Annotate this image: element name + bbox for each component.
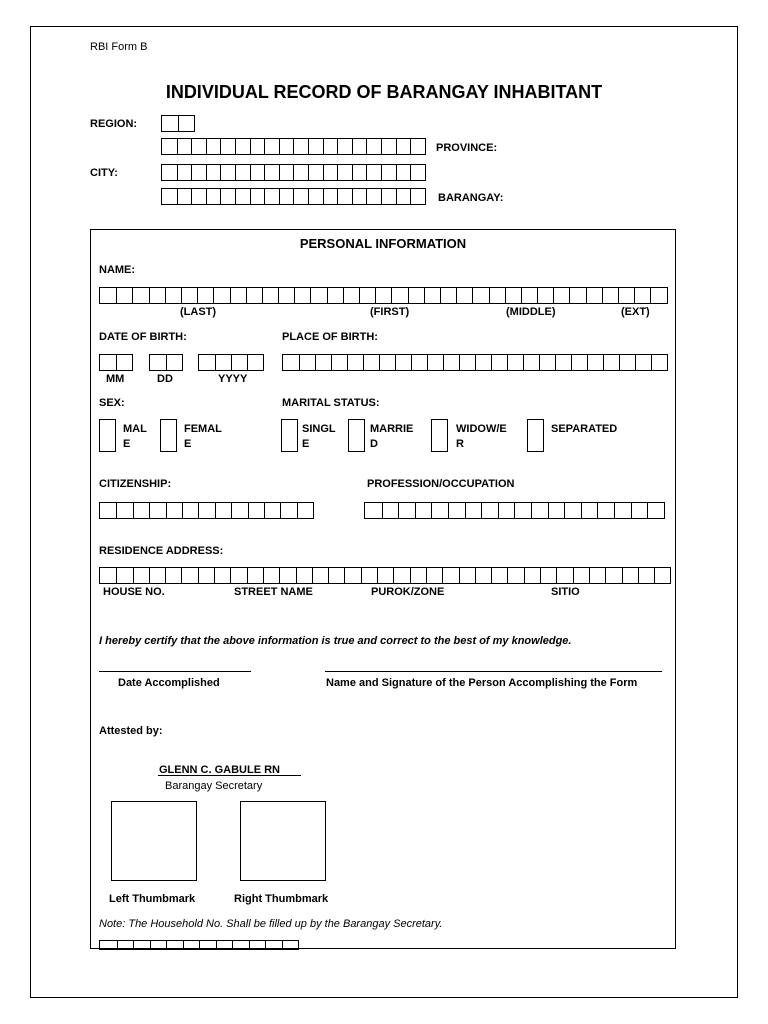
char-box[interactable] (531, 503, 548, 518)
char-box[interactable] (398, 503, 415, 518)
char-box[interactable] (133, 568, 149, 583)
char-box[interactable] (100, 568, 116, 583)
char-box[interactable] (206, 189, 221, 204)
char-box[interactable] (410, 189, 425, 204)
char-box[interactable] (149, 503, 165, 518)
char-box[interactable] (352, 189, 367, 204)
profession-label: PROFESSION/OCCUPATION (367, 478, 515, 490)
char-box[interactable] (199, 355, 215, 370)
char-box[interactable] (162, 189, 177, 204)
char-box[interactable] (475, 568, 491, 583)
char-box[interactable] (220, 165, 235, 180)
char-box[interactable] (507, 355, 523, 370)
char-box[interactable] (232, 941, 249, 949)
marital-widow-label-2: R (456, 438, 464, 450)
char-box[interactable] (116, 288, 132, 303)
char-box[interactable] (231, 355, 247, 370)
char-box[interactable] (569, 288, 585, 303)
char-box[interactable] (308, 139, 323, 154)
char-box[interactable] (282, 941, 299, 949)
char-box[interactable] (279, 568, 295, 583)
marital-separated-checkbox[interactable] (527, 419, 544, 452)
char-box[interactable] (427, 355, 443, 370)
barangay-label: BARANGAY: (438, 192, 504, 204)
char-box[interactable] (443, 355, 459, 370)
char-box[interactable] (411, 355, 427, 370)
char-box[interactable] (150, 941, 167, 949)
sex-female-label-2: E (184, 438, 192, 450)
char-box[interactable] (250, 165, 265, 180)
char-box[interactable] (622, 568, 638, 583)
province-boxes[interactable] (161, 138, 426, 155)
signature-line[interactable] (325, 671, 662, 672)
name-boxes[interactable] (99, 287, 668, 304)
char-box[interactable] (619, 355, 635, 370)
char-box[interactable] (150, 355, 166, 370)
char-box[interactable] (505, 288, 521, 303)
char-box[interactable] (603, 355, 619, 370)
date-accomplished-label: Date Accomplished (118, 677, 220, 689)
char-box[interactable] (235, 139, 250, 154)
char-box[interactable] (361, 568, 377, 583)
left-thumbmark-box (111, 801, 197, 881)
marital-widow-checkbox[interactable] (431, 419, 448, 452)
char-box[interactable] (408, 288, 424, 303)
char-box[interactable] (396, 165, 411, 180)
char-box[interactable] (481, 503, 498, 518)
char-box[interactable] (235, 189, 250, 204)
sex-male-label-1: MAL (123, 423, 147, 435)
char-box[interactable] (448, 503, 465, 518)
char-box[interactable] (548, 503, 565, 518)
marital-label: MARITAL STATUS: (282, 397, 380, 409)
char-box[interactable] (586, 288, 602, 303)
char-box[interactable] (279, 189, 294, 204)
char-box[interactable] (250, 139, 265, 154)
char-box[interactable] (216, 941, 233, 949)
char-box[interactable] (283, 355, 299, 370)
char-box[interactable] (133, 941, 150, 949)
char-box[interactable] (116, 503, 132, 518)
secretary-underline (158, 775, 301, 776)
char-box[interactable] (491, 355, 507, 370)
residence-boxes[interactable] (99, 567, 671, 584)
char-box[interactable] (279, 165, 294, 180)
name-last-label: (LAST) (180, 306, 217, 318)
char-box[interactable] (327, 288, 343, 303)
char-box[interactable] (100, 355, 116, 370)
char-box[interactable] (498, 503, 515, 518)
residence-house-label: HOUSE NO. (103, 586, 165, 598)
char-box[interactable] (191, 139, 206, 154)
char-box[interactable] (215, 503, 231, 518)
char-box[interactable] (381, 139, 396, 154)
dob-dd-label: DD (157, 373, 173, 385)
marital-widow-label-1: WIDOW/E (456, 423, 507, 435)
region-code-boxes[interactable] (161, 115, 195, 132)
char-box[interactable] (315, 355, 331, 370)
char-box[interactable] (391, 288, 407, 303)
char-box[interactable] (618, 288, 634, 303)
char-box[interactable] (365, 503, 382, 518)
char-box[interactable] (564, 503, 581, 518)
char-box[interactable] (523, 355, 539, 370)
char-box[interactable] (323, 165, 338, 180)
char-box[interactable] (521, 288, 537, 303)
sex-label: SEX: (99, 397, 125, 409)
char-box[interactable] (337, 189, 352, 204)
char-box[interactable] (133, 503, 149, 518)
char-box[interactable] (215, 355, 231, 370)
pob-boxes[interactable] (282, 354, 668, 371)
marital-separated-label: SEPARATED (551, 423, 618, 435)
dob-year-boxes[interactable] (198, 354, 264, 371)
char-box[interactable] (250, 189, 265, 204)
secretary-name: GLENN C. GABULE RN (159, 764, 280, 776)
char-box[interactable] (278, 288, 294, 303)
char-box[interactable] (165, 568, 181, 583)
char-box[interactable] (191, 165, 206, 180)
date-accomplished-line[interactable] (99, 671, 251, 672)
char-box[interactable] (539, 355, 555, 370)
char-box[interactable] (524, 568, 540, 583)
char-box[interactable] (177, 189, 192, 204)
char-box[interactable] (293, 189, 308, 204)
char-box[interactable] (556, 568, 572, 583)
char-box[interactable] (581, 503, 598, 518)
sex-female-label-1: FEMAL (184, 423, 222, 435)
form-title: INDIVIDUAL RECORD OF BARANGAY INHABITANT (165, 82, 603, 102)
char-box[interactable] (337, 165, 352, 180)
char-box[interactable] (310, 288, 326, 303)
char-box[interactable] (638, 568, 654, 583)
barangay-boxes[interactable] (161, 188, 426, 205)
sex-male-label-2: E (123, 438, 131, 450)
char-box[interactable] (366, 165, 381, 180)
char-box[interactable] (280, 503, 296, 518)
city-boxes[interactable] (161, 164, 426, 181)
attested-label: Attested by: (99, 725, 163, 737)
char-box[interactable] (396, 139, 411, 154)
dob-mm-label: MM (106, 373, 125, 385)
char-box[interactable] (410, 139, 425, 154)
char-box[interactable] (597, 503, 614, 518)
char-box[interactable] (647, 503, 664, 518)
char-box[interactable] (431, 503, 448, 518)
pob-label: PLACE OF BIRTH: (282, 331, 378, 343)
dob-day-boxes[interactable] (149, 354, 183, 371)
char-box[interactable] (262, 288, 278, 303)
char-box[interactable] (347, 355, 363, 370)
char-box[interactable] (654, 568, 670, 583)
residence-label: RESIDENCE ADDRESS: (99, 545, 224, 557)
char-box[interactable] (294, 288, 310, 303)
char-box[interactable] (475, 355, 491, 370)
char-box[interactable] (456, 288, 472, 303)
char-box[interactable] (162, 165, 177, 180)
sex-male-checkbox[interactable] (99, 419, 116, 452)
char-box[interactable] (100, 503, 116, 518)
marital-married-label-1: MARRIE (370, 423, 414, 435)
char-box[interactable] (149, 568, 165, 583)
char-box[interactable] (116, 568, 132, 583)
char-box[interactable] (296, 568, 312, 583)
char-box[interactable] (352, 165, 367, 180)
dob-month-boxes[interactable] (99, 354, 133, 371)
signature-label: Name and Signature of the Person Accomplishing the Form (326, 677, 638, 689)
char-box[interactable] (177, 165, 192, 180)
char-box[interactable] (344, 568, 360, 583)
char-box[interactable] (337, 139, 352, 154)
char-box[interactable] (366, 139, 381, 154)
certification-statement: I hereby certify that the above information is true and correct to the best of my knowledge. (99, 635, 572, 647)
char-box[interactable] (359, 288, 375, 303)
household-note: Note: The Household No. Shall be filled up by the Barangay Secretary. (99, 918, 443, 930)
char-box[interactable] (426, 568, 442, 583)
char-box[interactable] (328, 568, 344, 583)
char-box[interactable] (650, 288, 666, 303)
char-box[interactable] (264, 139, 279, 154)
char-box[interactable] (459, 355, 475, 370)
char-box[interactable] (537, 288, 553, 303)
citizenship-boxes[interactable] (99, 502, 314, 519)
char-box[interactable] (587, 355, 603, 370)
char-box[interactable] (491, 568, 507, 583)
char-box[interactable] (507, 568, 523, 583)
char-box[interactable] (177, 139, 192, 154)
char-box[interactable] (555, 355, 571, 370)
char-box[interactable] (459, 568, 475, 583)
char-box[interactable] (214, 568, 230, 583)
char-box[interactable] (589, 568, 605, 583)
residence-sitio-label: SITIO (551, 586, 580, 598)
sex-female-checkbox[interactable] (160, 419, 177, 452)
char-box[interactable] (132, 288, 148, 303)
marital-single-label-2: E (302, 438, 310, 450)
province-label: PROVINCE: (436, 142, 498, 154)
char-box[interactable] (379, 355, 395, 370)
char-box[interactable] (393, 568, 409, 583)
char-box[interactable] (199, 941, 216, 949)
form-code: RBI Form B (90, 41, 148, 53)
char-box[interactable] (381, 189, 396, 204)
char-box[interactable] (206, 165, 221, 180)
char-box[interactable] (191, 189, 206, 204)
char-box[interactable] (162, 139, 177, 154)
char-box[interactable] (323, 139, 338, 154)
char-box[interactable] (181, 288, 197, 303)
char-box[interactable] (117, 941, 134, 949)
char-box[interactable] (265, 941, 282, 949)
char-box[interactable] (206, 139, 221, 154)
char-box[interactable] (247, 355, 263, 370)
char-box[interactable] (424, 288, 440, 303)
char-box[interactable] (231, 503, 247, 518)
char-box[interactable] (264, 503, 280, 518)
residence-purok-label: PUROK/ZONE (371, 586, 445, 598)
char-box[interactable] (381, 165, 396, 180)
char-box[interactable] (312, 568, 328, 583)
char-box[interactable] (198, 503, 214, 518)
char-box[interactable] (247, 568, 263, 583)
char-box[interactable] (165, 288, 181, 303)
char-box[interactable] (299, 355, 315, 370)
char-box[interactable] (540, 568, 556, 583)
char-box[interactable] (651, 355, 667, 370)
char-box[interactable] (297, 503, 313, 518)
char-box[interactable] (249, 941, 266, 949)
char-box[interactable] (631, 503, 648, 518)
char-box[interactable] (162, 116, 178, 131)
char-box[interactable] (213, 288, 229, 303)
char-box[interactable] (415, 503, 432, 518)
name-middle-label: (MIDDLE) (506, 306, 556, 318)
left-thumbmark-label: Left Thumbmark (109, 893, 196, 905)
dob-yyyy-label: YYYY (218, 373, 248, 385)
marital-single-checkbox[interactable] (281, 419, 298, 452)
profession-boxes[interactable] (364, 502, 665, 519)
char-box[interactable] (264, 165, 279, 180)
char-box[interactable] (181, 568, 197, 583)
char-box[interactable] (100, 288, 116, 303)
household-no-boxes[interactable] (99, 940, 299, 950)
char-box[interactable] (293, 139, 308, 154)
marital-single-label-1: SINGL (302, 423, 336, 435)
right-thumbmark-label: Right Thumbmark (234, 893, 329, 905)
char-box[interactable] (116, 355, 132, 370)
char-box[interactable] (614, 503, 631, 518)
char-box[interactable] (410, 568, 426, 583)
char-box[interactable] (263, 568, 279, 583)
char-box[interactable] (323, 189, 338, 204)
char-box[interactable] (220, 139, 235, 154)
char-box[interactable] (382, 503, 399, 518)
char-box[interactable] (308, 165, 323, 180)
char-box[interactable] (331, 355, 347, 370)
char-box[interactable] (343, 288, 359, 303)
char-box[interactable] (571, 355, 587, 370)
name-first-label: (FIRST) (370, 306, 410, 318)
char-box[interactable] (395, 355, 411, 370)
char-box[interactable] (602, 288, 618, 303)
name-ext-label: (EXT) (621, 306, 650, 318)
char-box[interactable] (366, 189, 381, 204)
city-label: CITY: (90, 167, 118, 179)
right-thumbmark-box (240, 801, 326, 881)
char-box[interactable] (178, 116, 194, 131)
secretary-title: Barangay Secretary (165, 780, 263, 792)
dob-label: DATE OF BIRTH: (99, 331, 187, 343)
char-box[interactable] (230, 288, 246, 303)
char-box[interactable] (166, 941, 183, 949)
char-box[interactable] (100, 941, 117, 949)
char-box[interactable] (293, 165, 308, 180)
char-box[interactable] (634, 288, 650, 303)
char-box[interactable] (246, 288, 262, 303)
char-box[interactable] (396, 189, 411, 204)
char-box[interactable] (235, 165, 250, 180)
citizenship-label: CITIZENSHIP: (99, 478, 172, 490)
char-box[interactable] (308, 189, 323, 204)
char-box[interactable] (166, 503, 182, 518)
char-box[interactable] (635, 355, 651, 370)
char-box[interactable] (489, 288, 505, 303)
char-box[interactable] (182, 503, 198, 518)
char-box[interactable] (220, 189, 235, 204)
char-box[interactable] (166, 355, 182, 370)
char-box[interactable] (442, 568, 458, 583)
marital-married-label-2: D (370, 438, 378, 450)
char-box[interactable] (230, 568, 246, 583)
char-box[interactable] (197, 288, 213, 303)
char-box[interactable] (248, 503, 264, 518)
region-label: REGION: (90, 118, 138, 130)
char-box[interactable] (352, 139, 367, 154)
char-box[interactable] (553, 288, 569, 303)
name-label: NAME: (99, 264, 136, 276)
char-box[interactable] (514, 503, 531, 518)
char-box[interactable] (465, 503, 482, 518)
char-box[interactable] (363, 355, 379, 370)
char-box[interactable] (440, 288, 456, 303)
personal-info-heading: PERSONAL INFORMATION (299, 236, 467, 251)
char-box[interactable] (198, 568, 214, 583)
marital-married-checkbox[interactable] (348, 419, 365, 452)
char-box[interactable] (149, 288, 165, 303)
char-box[interactable] (264, 189, 279, 204)
char-box[interactable] (183, 941, 200, 949)
char-box[interactable] (410, 165, 425, 180)
char-box[interactable] (472, 288, 488, 303)
char-box[interactable] (573, 568, 589, 583)
char-box[interactable] (377, 568, 393, 583)
char-box[interactable] (279, 139, 294, 154)
residence-street-label: STREET NAME (234, 586, 313, 598)
char-box[interactable] (605, 568, 621, 583)
char-box[interactable] (375, 288, 391, 303)
